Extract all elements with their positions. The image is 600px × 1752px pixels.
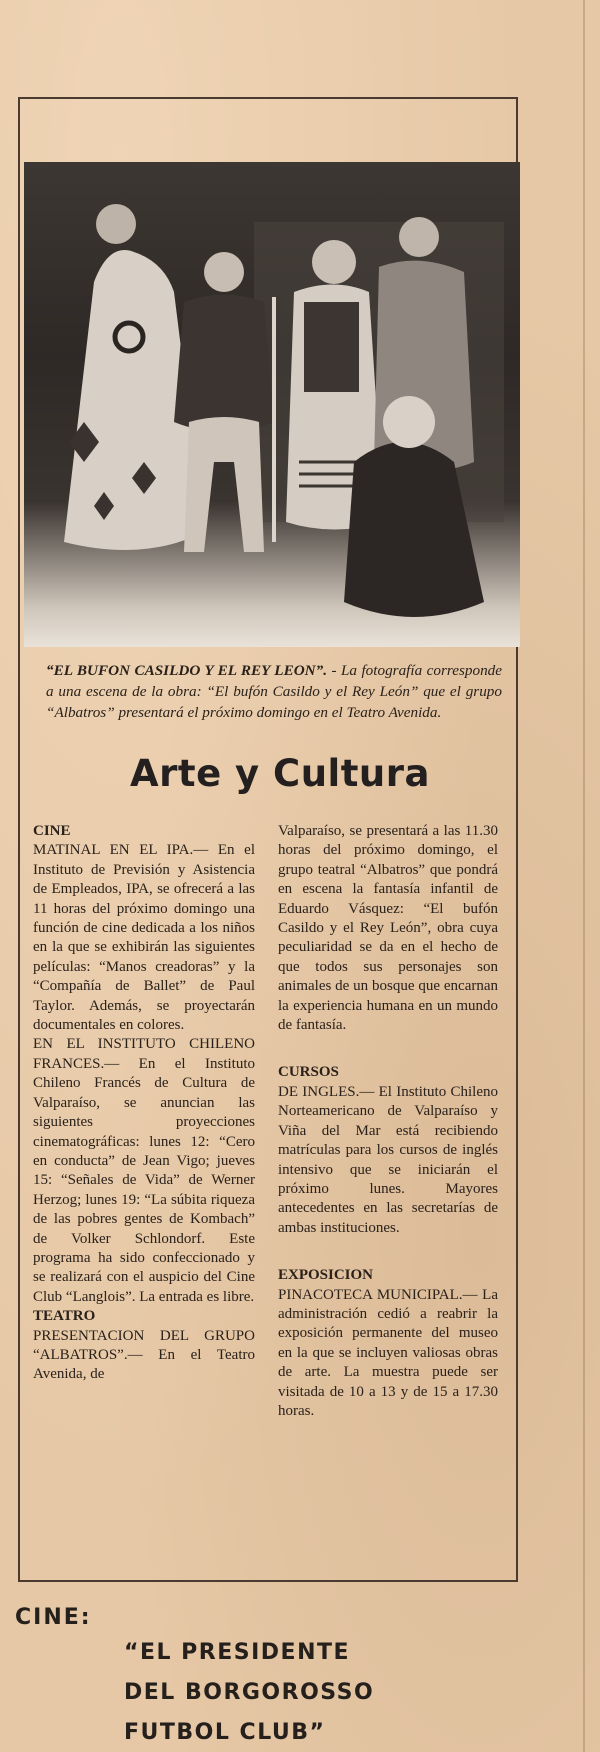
cine-instituto-paragraph: EN EL INSTITUTO CHILENO FRANCES.— En el Instituto Chileno Francés de Cultura de Valparaíso, se anuncian las siguientes proyecciones cinematográficas: lunes 12: “Cero en conducta” de Jean Vigo; jueves 15: “Señales de Vida” de Werner Herzog; lunes 19: “La súbita riqueza de las pobres gentes de Kombach” de Volker Schlondorf. Este programa ha sido confeccionado y se realizará con el auspicio del Cine Club “Langlois”. La entrada es libre. xyxy=(33,1036,255,1305)
paper-fold xyxy=(583,0,585,1752)
teatro-heading: TEATRO xyxy=(33,1308,96,1325)
photo-figures xyxy=(24,162,520,647)
teatro-continuation: Valparaíso, se presentará a las 11.30 horas del próximo domingo, el grupo teatral “Albatros” que pondrá en escena la fantasía infantil de Eduardo Vásquez: “El bufón Casildo y el Rey León”, obra cuya peculiaridad se da en el hecho de que todos sus personajes son animales de un bosque que encarnan la experiencia humana en un mundo de fantasía. xyxy=(278,823,498,1034)
movie-title-line-1: “EL PRESIDENTE xyxy=(124,1640,351,1665)
exposicion-paragraph: PINACOTECA MUNICIPAL.— La administración cedió a reabrir la exposición permanente del museo en la que se incluyen valiosas obras de arte. La muestra puede ser visitada de 10 a 13 y de 15 a 17.30 horas. xyxy=(278,1286,498,1419)
cursos-paragraph: DE INGLES.— El Instituto Chileno Norteamericano de Valparaíso y Viña del Mar está recibiendo matrículas para los cursos de inglés intensivo que se iniciarán el próximo lunes. Mayores antecedentes en las secretarías de ambas instituciones. xyxy=(278,1083,498,1236)
bottom-cine-label: CINE: xyxy=(15,1605,92,1630)
exposicion-heading: EXPOSICION xyxy=(278,1267,374,1284)
spacer xyxy=(278,1238,498,1266)
teatro-paragraph: PRESENTACION DEL GRUPO “ALBATROS”.— En el Teatro Avenida, de xyxy=(33,1327,255,1383)
cursos-heading: CURSOS xyxy=(278,1064,339,1081)
caption-text: - La fotografía corresponde a una escena de la obra: “El bufón Casildo y el Rey León” que el grupo “Albatros” presentará el próximo domingo en el Teatro Avenida. xyxy=(46,662,503,721)
spacer xyxy=(278,1035,498,1063)
caption-title: “EL BUFON CASILDO Y EL REY LEON”. xyxy=(46,662,328,679)
left-column xyxy=(33,822,255,1385)
cine-ipa-paragraph: MATINAL EN EL IPA.— En el Instituto de Previsión y Asistencia de Empleados, IPA, se ofrecerá a las 11 horas del próximo domingo una función de cine dedicada a los niños en la que se exhibirán las siguientes películas: “Manos creadoras” y la “Compañía de Ballet” de Paul Taylor. Además, se proyectarán documentales en colores. xyxy=(33,842,255,1034)
cine-heading: CINE xyxy=(33,823,71,839)
theatre-photo xyxy=(24,162,520,647)
right-column xyxy=(278,822,498,1421)
movie-title-line-3: FUTBOL CLUB” xyxy=(124,1720,326,1745)
section-title: Arte y Cultura xyxy=(130,752,430,795)
movie-title-line-2: DEL BORGOROSSO xyxy=(124,1680,375,1705)
photo-caption xyxy=(46,660,502,723)
